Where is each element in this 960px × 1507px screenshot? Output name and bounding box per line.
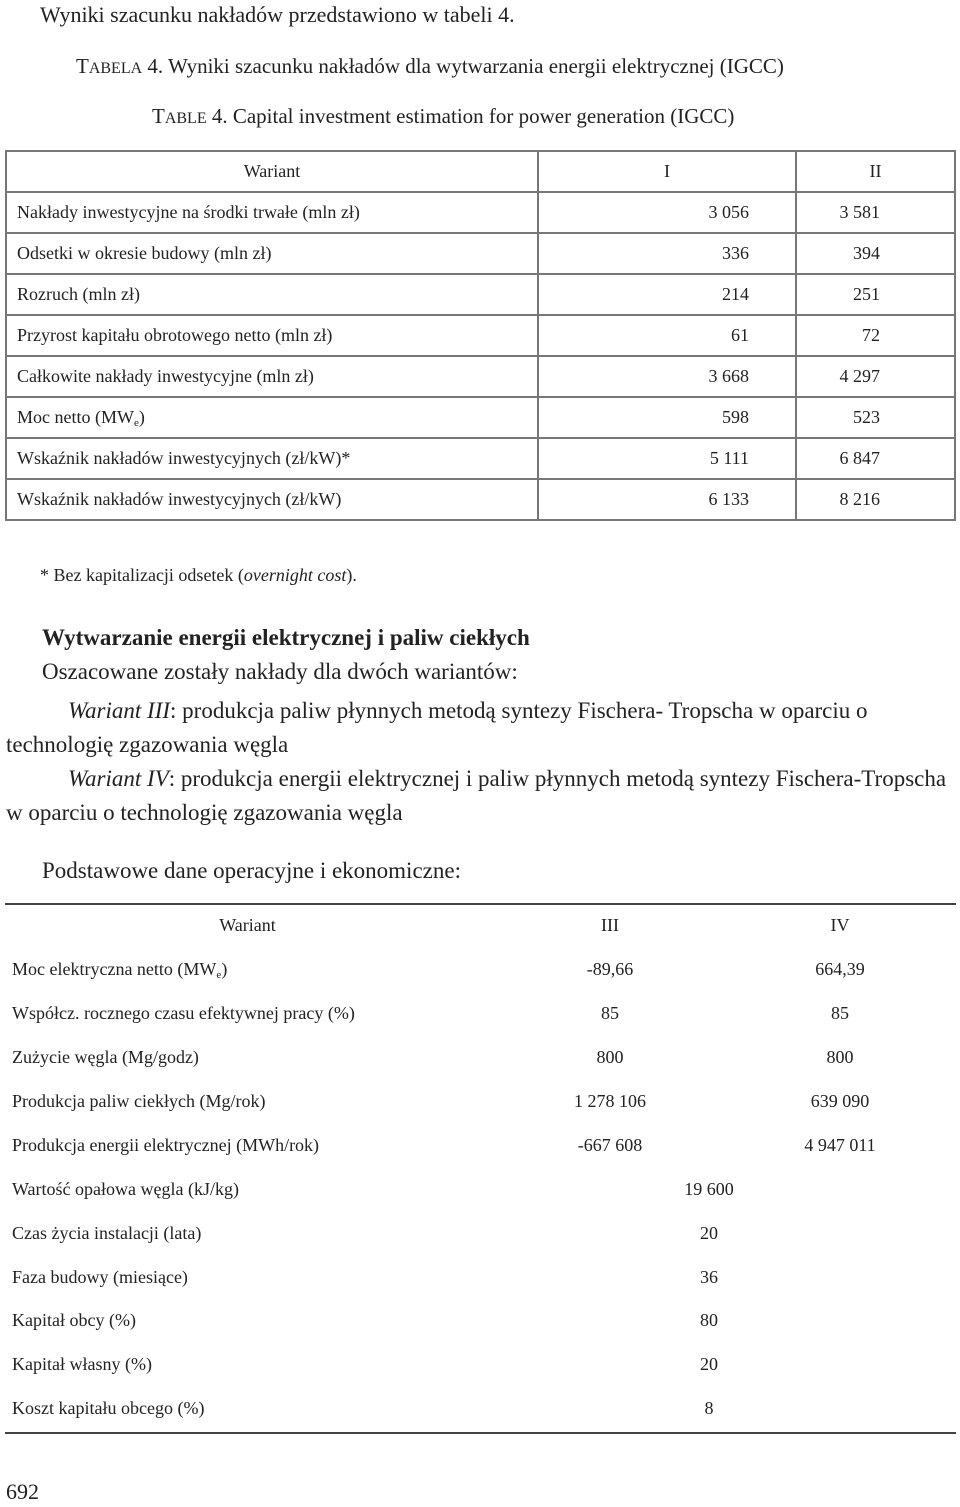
variant-iv-text: : produkcja energii elektrycznej i paliw płynnych metodą syntezy Fischera-Tropscha w oparciu o technologię zgazowania węgla [6,766,947,825]
row-label-main: Moc elektryczna netto (MW [12,958,217,979]
header-variant-iii: III [601,915,619,936]
row-label: Czas życia instalacji (lata) [12,1222,202,1243]
cell-variant-iii: -667 608 [577,1134,643,1155]
row-label: Odsetki w okresie budowy (mln zł) [6,233,538,274]
row-label: Kapitał własny (%) [12,1354,152,1375]
intro-text: Wyniki szacunku nakładów przedstawiono w tabeli 4. [40,2,515,27]
table-row [5,1167,956,1211]
variant-iii-label: Wariant III [68,698,171,723]
section-heading: Wytwarzanie energii elektrycznej i paliw ciekłych [42,625,530,650]
row-label-subscript: e [133,416,139,429]
cell-variant-iv: 4 947 011 [804,1134,876,1155]
caption-pl-prefix: T [76,54,89,78]
caption-pl-text: 4. Wyniki szacunku nakładów dla wytwarzania energii elektrycznej (IGCC) [142,54,784,78]
investment-table [5,150,956,521]
table-row [6,479,955,520]
header-variant: Wariant [6,151,538,192]
caption-en-prefix-smallcaps: ABLE [164,110,207,127]
table-row [6,438,955,479]
section-paragraph: Oszacowane zostały nakłady dla dwóch wariantów: [42,659,518,684]
table-header-row [6,151,955,192]
row-label: Przyrost kapitału obrotowego netto (mln zł) [6,315,538,356]
header-variant-ii: II [796,151,955,192]
table-row [5,948,956,992]
table-row [6,192,955,233]
page-number: 692 [6,1479,39,1504]
shared-value: 19 600 [684,1178,734,1199]
row-label-subscript: e [216,968,222,981]
caption-en-text: 4. Capital investment estimation for power generation (IGCC) [206,104,735,128]
operational-data-heading: Podstawowe dane operacyjne i ekonomiczne: [42,858,461,883]
table-footnote [40,565,357,586]
cell-variant-ii: 251 [796,274,955,315]
cell-variant-i: 214 [538,274,796,315]
cell-variant-i: 5 111 [538,438,796,479]
table-row [6,356,955,397]
cell-variant-iii: 800 [596,1047,624,1068]
table-bottom-rule [5,1432,956,1434]
cell-variant-ii: 394 [796,233,955,274]
table-row [6,315,955,356]
cell-variant-iv: 664,39 [815,959,865,980]
table-row [5,1387,956,1431]
cell-variant-iv: 85 [831,1003,849,1024]
table-row [6,233,955,274]
cell-variant-i: 3 668 [538,356,796,397]
table-row [5,1211,956,1255]
table-row [5,1080,956,1124]
cell-variant-ii: 72 [796,315,955,356]
cell-variant-iii: 1 278 106 [574,1091,646,1111]
shared-value: 20 [700,1354,718,1375]
row-label [5,948,490,992]
footnote-end: ). [346,565,357,585]
table-row [6,397,955,438]
cell-variant-ii: 4 297 [796,356,955,397]
operational-data-table [5,904,956,1431]
caption-en-prefix: T [152,104,165,128]
cell-variant-i: 598 [538,397,796,438]
row-label: Zużycie węgla (Mg/godz) [12,1047,199,1068]
cell-variant-ii: 523 [796,397,955,438]
row-label: Faza budowy (miesiące) [12,1266,188,1287]
table-row [5,1255,956,1299]
row-label-close: ) [221,958,228,979]
row-label: Produkcja paliw ciekłych (Mg/rok) [12,1091,266,1111]
caption-pl-prefix-smallcaps: ABELA [88,60,143,77]
row-label: Całkowite nakłady inwestycyjne (mln zł) [6,356,538,397]
cell-variant-ii: 6 847 [796,438,955,479]
row-label-main: Moc netto (MW [17,406,134,427]
table-row [5,992,956,1036]
row-label: Współcz. rocznego czasu efektywnej pracy (%) [12,1003,355,1024]
row-label: Produkcja energii elektrycznej (MWh/rok) [12,1134,320,1155]
cell-variant-iii: -89,66 [586,959,634,980]
table-row [5,1123,956,1167]
shared-value: 36 [700,1266,718,1287]
table4-caption-en [152,104,734,129]
cell-variant-i: 336 [538,233,796,274]
row-label: Kapitał obcy (%) [12,1310,136,1331]
table-row [5,1299,956,1343]
cell-variant-iv: 639 090 [810,1091,870,1111]
variant-iii-paragraph [6,694,960,762]
header-variant-iv: IV [830,915,850,936]
row-label: Wskaźnik nakładów inwestycyjnych (zł/kW) [6,479,538,520]
row-label [6,397,538,438]
table-row [5,1343,956,1387]
table-row [5,1036,956,1080]
row-label: Rozruch (mln zł) [6,274,538,315]
cell-variant-iv: 800 [826,1047,854,1068]
cell-variant-ii: 8 216 [796,479,955,520]
row-label: Wartość opałowa węgla (kJ/kg) [12,1178,239,1199]
variant-iv-paragraph [6,762,960,830]
row-label-close: ) [138,406,145,427]
shared-value: 8 [704,1398,714,1419]
cell-variant-i: 6 133 [538,479,796,520]
cell-variant-ii: 3 581 [796,192,955,233]
table4-caption-pl [76,54,784,79]
row-label: Wskaźnik nakładów inwestycyjnych (zł/kW)* [6,438,538,479]
variant-iv-label: Wariant IV [68,766,169,791]
variant-iii-text: : produkcja paliw płynnych metodą syntezy Fischera- Tropscha w oparciu o technologię zgazowania węgla [6,698,868,757]
shared-value: 80 [700,1310,718,1331]
cell-variant-i: 61 [538,315,796,356]
header-variant: Wariant [219,915,276,936]
footnote-italic: overnight cost [243,565,347,585]
table-row [6,274,955,315]
footnote-text: * Bez kapitalizacji odsetek ( [40,565,244,585]
cell-variant-i: 3 056 [538,192,796,233]
row-label: Koszt kapitału obcego (%) [12,1398,205,1419]
cell-variant-iii: 85 [601,1003,619,1024]
header-variant-i: I [538,151,796,192]
row-label: Nakłady inwestycyjne na środki trwałe (mln zł) [6,192,538,233]
shared-value: 20 [700,1222,718,1243]
table-header-row [5,904,956,948]
